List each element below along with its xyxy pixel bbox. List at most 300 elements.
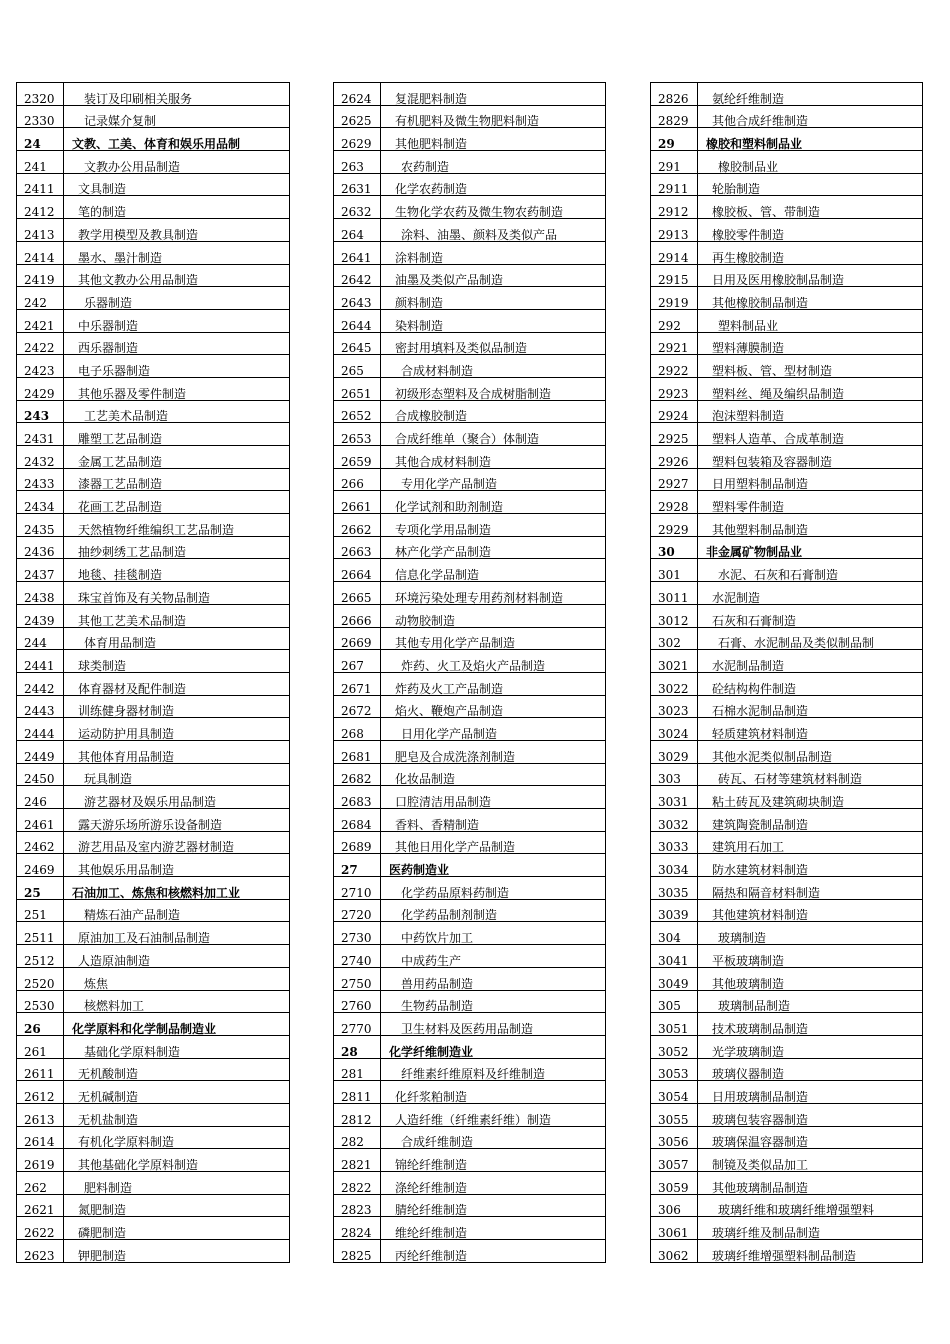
category-code: 2829 [651, 105, 698, 128]
category-name: 合成材料制造 [381, 355, 606, 378]
table-row [651, 287, 923, 310]
table-row [17, 899, 290, 922]
category-name: 体育用品制造 [64, 627, 290, 650]
category-code: 2611 [17, 1058, 64, 1081]
table-row [651, 264, 923, 287]
category-name: 维纶纤维制造 [381, 1217, 606, 1240]
table-row [651, 173, 923, 196]
category-code: 268 [334, 718, 381, 741]
category-code: 282 [334, 1126, 381, 1149]
category-name: 粘土砖瓦及建筑砌块制造 [698, 786, 923, 809]
category-name: 漆器工艺品制造 [64, 468, 290, 491]
table-row [334, 1103, 606, 1126]
category-name: 人造原油制造 [64, 945, 290, 968]
category-name: 玻璃纤维和玻璃纤维增强塑料 [698, 1194, 923, 1217]
category-name: 其他橡胶制品制造 [698, 287, 923, 310]
category-name: 建筑用石加工 [698, 831, 923, 854]
table-row [334, 1217, 606, 1240]
category-name: 涤纶纤维制造 [381, 1172, 606, 1195]
category-code: 25 [17, 877, 64, 900]
category-code: 2671 [334, 672, 381, 695]
table-row [651, 740, 923, 763]
table-row [17, 1194, 290, 1217]
category-name: 技术玻璃制品制造 [698, 1013, 923, 1036]
category-name: 文具制造 [64, 173, 290, 196]
category-name: 口腔清洁用品制造 [381, 786, 606, 809]
category-name: 氮肥制造 [64, 1194, 290, 1217]
category-code: 2653 [334, 423, 381, 446]
category-name: 锦纶纤维制造 [381, 1149, 606, 1172]
table-row [334, 309, 606, 332]
category-code: 292 [651, 309, 698, 332]
table-row [651, 1172, 923, 1195]
category-name: 无机酸制造 [64, 1058, 290, 1081]
category-code: 2642 [334, 264, 381, 287]
table-row [334, 173, 606, 196]
category-name: 雕塑工艺品制造 [64, 423, 290, 446]
category-name: 环境污染处理专用药剂材料制造 [381, 582, 606, 605]
category-name: 石膏、水泥制品及类似制品制 [698, 627, 923, 650]
table-row [334, 446, 606, 469]
category-code: 3035 [651, 877, 698, 900]
table-row [651, 514, 923, 537]
category-code: 2437 [17, 559, 64, 582]
table-row [651, 491, 923, 514]
table-row [334, 877, 606, 900]
table-row [651, 1103, 923, 1126]
category-name: 合成纤维单（聚合）体制造 [381, 423, 606, 446]
category-name: 其他专用化学产品制造 [381, 627, 606, 650]
category-code: 2444 [17, 718, 64, 741]
category-code: 2438 [17, 582, 64, 605]
category-name: 其他文教办公用品制造 [64, 264, 290, 287]
category-name: 农药制造 [381, 151, 606, 174]
category-code: 303 [651, 763, 698, 786]
category-code: 2740 [334, 945, 381, 968]
category-code: 3031 [651, 786, 698, 809]
category-name: 钾肥制造 [64, 1240, 290, 1263]
category-code: 2631 [334, 173, 381, 196]
category-name: 兽用药品制造 [381, 967, 606, 990]
table-row [334, 219, 606, 242]
table-row [651, 854, 923, 877]
table-row [17, 83, 290, 106]
category-name: 化学原料和化学制品制造业 [64, 1013, 290, 1036]
category-name: 体育器材及配件制造 [64, 672, 290, 695]
category-code: 3024 [651, 718, 698, 741]
category-code: 262 [17, 1172, 64, 1195]
category-code: 3034 [651, 854, 698, 877]
table-row [17, 1172, 290, 1195]
table-row [17, 241, 290, 264]
category-code: 3051 [651, 1013, 698, 1036]
category-name: 生物药品制造 [381, 990, 606, 1013]
category-code: 2682 [334, 763, 381, 786]
category-name: 玻璃包装容器制造 [698, 1103, 923, 1126]
category-name: 日用玻璃制品制造 [698, 1081, 923, 1104]
category-code: 261 [17, 1035, 64, 1058]
category-code: 2672 [334, 695, 381, 718]
category-code: 291 [651, 151, 698, 174]
category-name: 教学用模型及教具制造 [64, 219, 290, 242]
category-code: 265 [334, 355, 381, 378]
table-row [17, 468, 290, 491]
category-code: 2432 [17, 446, 64, 469]
table-row [651, 332, 923, 355]
table-row [651, 786, 923, 809]
table-row [334, 854, 606, 877]
category-code: 267 [334, 650, 381, 673]
category-code: 2811 [334, 1081, 381, 1104]
category-code: 2822 [334, 1172, 381, 1195]
category-name: 腈纶纤维制造 [381, 1194, 606, 1217]
category-name: 砼结构构件制造 [698, 672, 923, 695]
category-code: 3052 [651, 1035, 698, 1058]
table-row [17, 854, 290, 877]
table-row [334, 400, 606, 423]
table-row [17, 219, 290, 242]
category-name: 日用及医用橡胶制品制造 [698, 264, 923, 287]
category-code: 243 [17, 400, 64, 423]
category-code: 2730 [334, 922, 381, 945]
category-name: 密封用填料及类似品制造 [381, 332, 606, 355]
category-code: 3029 [651, 740, 698, 763]
table-row [651, 128, 923, 151]
category-name: 泡沫塑料制造 [698, 400, 923, 423]
table-row [334, 1149, 606, 1172]
category-code: 2511 [17, 922, 64, 945]
category-name: 游艺器材及娱乐用品制造 [64, 786, 290, 809]
category-name: 基础化学原料制造 [64, 1035, 290, 1058]
category-code: 2462 [17, 831, 64, 854]
table-row [651, 1058, 923, 1081]
category-code: 2512 [17, 945, 64, 968]
category-name: 有机肥料及微生物肥料制造 [381, 105, 606, 128]
category-name: 文教、工美、体育和娱乐用品制 [64, 128, 290, 151]
category-code: 302 [651, 627, 698, 650]
category-name: 炸药、火工及焰火产品制造 [381, 650, 606, 673]
table-row [17, 446, 290, 469]
category-code: 2684 [334, 809, 381, 832]
category-code: 2914 [651, 241, 698, 264]
category-code: 3023 [651, 695, 698, 718]
category-code: 2913 [651, 219, 698, 242]
category-code: 2710 [334, 877, 381, 900]
category-code: 2921 [651, 332, 698, 355]
category-name: 信息化学品制造 [381, 559, 606, 582]
category-code: 306 [651, 1194, 698, 1217]
category-name: 其他娱乐用品制造 [64, 854, 290, 877]
table-row [334, 491, 606, 514]
category-name: 轮胎制造 [698, 173, 923, 196]
table-row [334, 514, 606, 537]
category-name: 其他工艺美术品制造 [64, 604, 290, 627]
category-name: 香料、香精制造 [381, 809, 606, 832]
category-code: 24 [17, 128, 64, 151]
category-name: 抽纱刺绣工艺品制造 [64, 536, 290, 559]
category-name: 其他基础化学原料制造 [64, 1149, 290, 1172]
category-name: 制镜及类似品加工 [698, 1149, 923, 1172]
table-row [651, 219, 923, 242]
category-name: 塑料制品业 [698, 309, 923, 332]
table-row [17, 355, 290, 378]
table-row [651, 604, 923, 627]
category-code: 244 [17, 627, 64, 650]
category-name: 光学玻璃制造 [698, 1035, 923, 1058]
category-name: 水泥、石灰和石膏制造 [698, 559, 923, 582]
table-row [651, 1035, 923, 1058]
category-code: 242 [17, 287, 64, 310]
category-code: 2665 [334, 582, 381, 605]
table-row [17, 264, 290, 287]
table-row [17, 1126, 290, 1149]
table-row [651, 1013, 923, 1036]
table-row [651, 468, 923, 491]
category-code: 3059 [651, 1172, 698, 1195]
table-row [17, 1081, 290, 1104]
category-name: 日用化学产品制造 [381, 718, 606, 741]
table-row [17, 604, 290, 627]
table-row [17, 1035, 290, 1058]
category-name: 橡胶制品业 [698, 151, 923, 174]
table-row [17, 559, 290, 582]
category-name: 化学药品原料药制造 [381, 877, 606, 900]
category-name: 电子乐器制造 [64, 355, 290, 378]
category-code: 2434 [17, 491, 64, 514]
table-row [334, 241, 606, 264]
category-code: 2923 [651, 377, 698, 400]
table-row [334, 536, 606, 559]
category-name: 石棉水泥制品制造 [698, 695, 923, 718]
table-row [17, 287, 290, 310]
table-row [17, 196, 290, 219]
category-code: 2681 [334, 740, 381, 763]
category-name: 化学农药制造 [381, 173, 606, 196]
category-code: 2449 [17, 740, 64, 763]
category-code: 3053 [651, 1058, 698, 1081]
category-name: 涂料、油墨、颜料及类似产品 [381, 219, 606, 242]
table-row [17, 1240, 290, 1263]
category-code: 2421 [17, 309, 64, 332]
table-row [17, 128, 290, 151]
table-row [651, 899, 923, 922]
category-code: 2439 [17, 604, 64, 627]
category-code: 2826 [651, 83, 698, 106]
category-name: 石灰和石膏制造 [698, 604, 923, 627]
table-row [17, 173, 290, 196]
table-row [17, 718, 290, 741]
category-code: 2433 [17, 468, 64, 491]
category-code: 2413 [17, 219, 64, 242]
category-name: 氨纶纤维制造 [698, 83, 923, 106]
category-name: 其他日用化学产品制造 [381, 831, 606, 854]
category-name: 复混肥料制造 [381, 83, 606, 106]
table-row [17, 831, 290, 854]
category-code: 263 [334, 151, 381, 174]
category-code: 3055 [651, 1103, 698, 1126]
table-row [334, 672, 606, 695]
category-name: 天然植物纤维编织工艺品制造 [64, 514, 290, 537]
category-code: 2825 [334, 1240, 381, 1263]
table-row [651, 990, 923, 1013]
category-name: 水泥制造 [698, 582, 923, 605]
category-name: 花画工艺品制造 [64, 491, 290, 514]
category-code: 2450 [17, 763, 64, 786]
table-row [651, 355, 923, 378]
table-row [334, 1194, 606, 1217]
category-code: 29 [651, 128, 698, 151]
table-row [17, 1217, 290, 1240]
table-row [651, 582, 923, 605]
classification-table-column-3 [650, 82, 923, 1263]
table-row [17, 877, 290, 900]
category-code: 2661 [334, 491, 381, 514]
category-code: 2689 [334, 831, 381, 854]
category-name: 其他合成纤维制造 [698, 105, 923, 128]
table-row [651, 809, 923, 832]
category-code: 2915 [651, 264, 698, 287]
category-code: 2669 [334, 627, 381, 650]
category-name: 核燃料加工 [64, 990, 290, 1013]
table-row [651, 1217, 923, 1240]
category-name: 炸药及火工产品制造 [381, 672, 606, 695]
category-code: 2461 [17, 809, 64, 832]
category-name: 合成纤维制造 [381, 1126, 606, 1149]
table-row [17, 740, 290, 763]
category-name: 地毯、挂毯制造 [64, 559, 290, 582]
category-code: 2922 [651, 355, 698, 378]
category-name: 西乐器制造 [64, 332, 290, 355]
category-name: 隔热和隔音材料制造 [698, 877, 923, 900]
category-code: 3057 [651, 1149, 698, 1172]
category-name: 颜料制造 [381, 287, 606, 310]
category-name: 露天游乐场所游乐设备制造 [64, 809, 290, 832]
category-code: 2919 [651, 287, 698, 310]
category-code: 28 [334, 1035, 381, 1058]
table-row [334, 627, 606, 650]
category-name: 其他玻璃制造 [698, 967, 923, 990]
table-row [651, 672, 923, 695]
category-name: 涂料制造 [381, 241, 606, 264]
category-code: 3049 [651, 967, 698, 990]
category-name: 玻璃纤维增强塑料制品制造 [698, 1240, 923, 1263]
category-name: 其他水泥类似制品制造 [698, 740, 923, 763]
category-code: 2812 [334, 1103, 381, 1126]
category-name: 日用塑料制品制造 [698, 468, 923, 491]
category-code: 2431 [17, 423, 64, 446]
table-row [334, 83, 606, 106]
table-row [651, 196, 923, 219]
category-name: 合成橡胶制造 [381, 400, 606, 423]
table-row [334, 559, 606, 582]
table-row [334, 718, 606, 741]
category-code: 3033 [651, 831, 698, 854]
category-name: 有机化学原料制造 [64, 1126, 290, 1149]
table-row [17, 786, 290, 809]
category-code: 2928 [651, 491, 698, 514]
table-row [334, 582, 606, 605]
category-code: 2469 [17, 854, 64, 877]
category-name: 其他建筑材料制造 [698, 899, 923, 922]
table-row [17, 332, 290, 355]
category-name: 人造纤维（纤维素纤维）制造 [381, 1103, 606, 1126]
table-row [334, 604, 606, 627]
table-row [334, 990, 606, 1013]
table-row [334, 105, 606, 128]
table-row [17, 377, 290, 400]
table-row [651, 446, 923, 469]
category-name: 生物化学农药及微生物农药制造 [381, 196, 606, 219]
category-code: 264 [334, 219, 381, 242]
category-code: 2823 [334, 1194, 381, 1217]
category-code: 304 [651, 922, 698, 945]
category-name: 运动防护用具制造 [64, 718, 290, 741]
category-code: 3032 [651, 809, 698, 832]
category-name: 化学药品制剂制造 [381, 899, 606, 922]
table-row [651, 400, 923, 423]
category-name: 初级形态塑料及合成树脂制造 [381, 377, 606, 400]
category-code: 2662 [334, 514, 381, 537]
category-code: 2824 [334, 1217, 381, 1240]
category-name: 塑料包装箱及容器制造 [698, 446, 923, 469]
table-row [17, 695, 290, 718]
category-code: 2441 [17, 650, 64, 673]
table-row [334, 763, 606, 786]
table-row [17, 582, 290, 605]
category-code: 246 [17, 786, 64, 809]
category-code: 2664 [334, 559, 381, 582]
category-name: 平板玻璃制造 [698, 945, 923, 968]
category-code: 2629 [334, 128, 381, 151]
category-code: 2625 [334, 105, 381, 128]
category-code: 2925 [651, 423, 698, 446]
category-name: 其他合成材料制造 [381, 446, 606, 469]
table-row [17, 400, 290, 423]
table-row [334, 196, 606, 219]
category-name: 玻璃保温容器制造 [698, 1126, 923, 1149]
category-code: 2659 [334, 446, 381, 469]
table-row [651, 1194, 923, 1217]
category-code: 2927 [651, 468, 698, 491]
table-row [651, 559, 923, 582]
category-code: 2911 [651, 173, 698, 196]
category-code: 2411 [17, 173, 64, 196]
category-name: 玻璃制造 [698, 922, 923, 945]
table-row [651, 1149, 923, 1172]
category-name: 工艺美术品制造 [64, 400, 290, 423]
category-code: 27 [334, 854, 381, 877]
classification-table-column-1 [16, 82, 290, 1263]
category-code: 3062 [651, 1240, 698, 1263]
table-row [17, 514, 290, 537]
category-code: 2924 [651, 400, 698, 423]
category-name: 橡胶板、管、带制造 [698, 196, 923, 219]
category-code: 2750 [334, 967, 381, 990]
table-row [334, 945, 606, 968]
table-row [17, 945, 290, 968]
category-code: 2926 [651, 446, 698, 469]
category-name: 塑料人造革、合成革制造 [698, 423, 923, 446]
table-row [334, 740, 606, 763]
category-code: 2435 [17, 514, 64, 537]
category-name: 墨水、墨汁制造 [64, 241, 290, 264]
table-row [651, 105, 923, 128]
category-code: 2530 [17, 990, 64, 1013]
table-row [334, 899, 606, 922]
table-row [651, 83, 923, 106]
table-row [334, 809, 606, 832]
table-row [17, 990, 290, 1013]
